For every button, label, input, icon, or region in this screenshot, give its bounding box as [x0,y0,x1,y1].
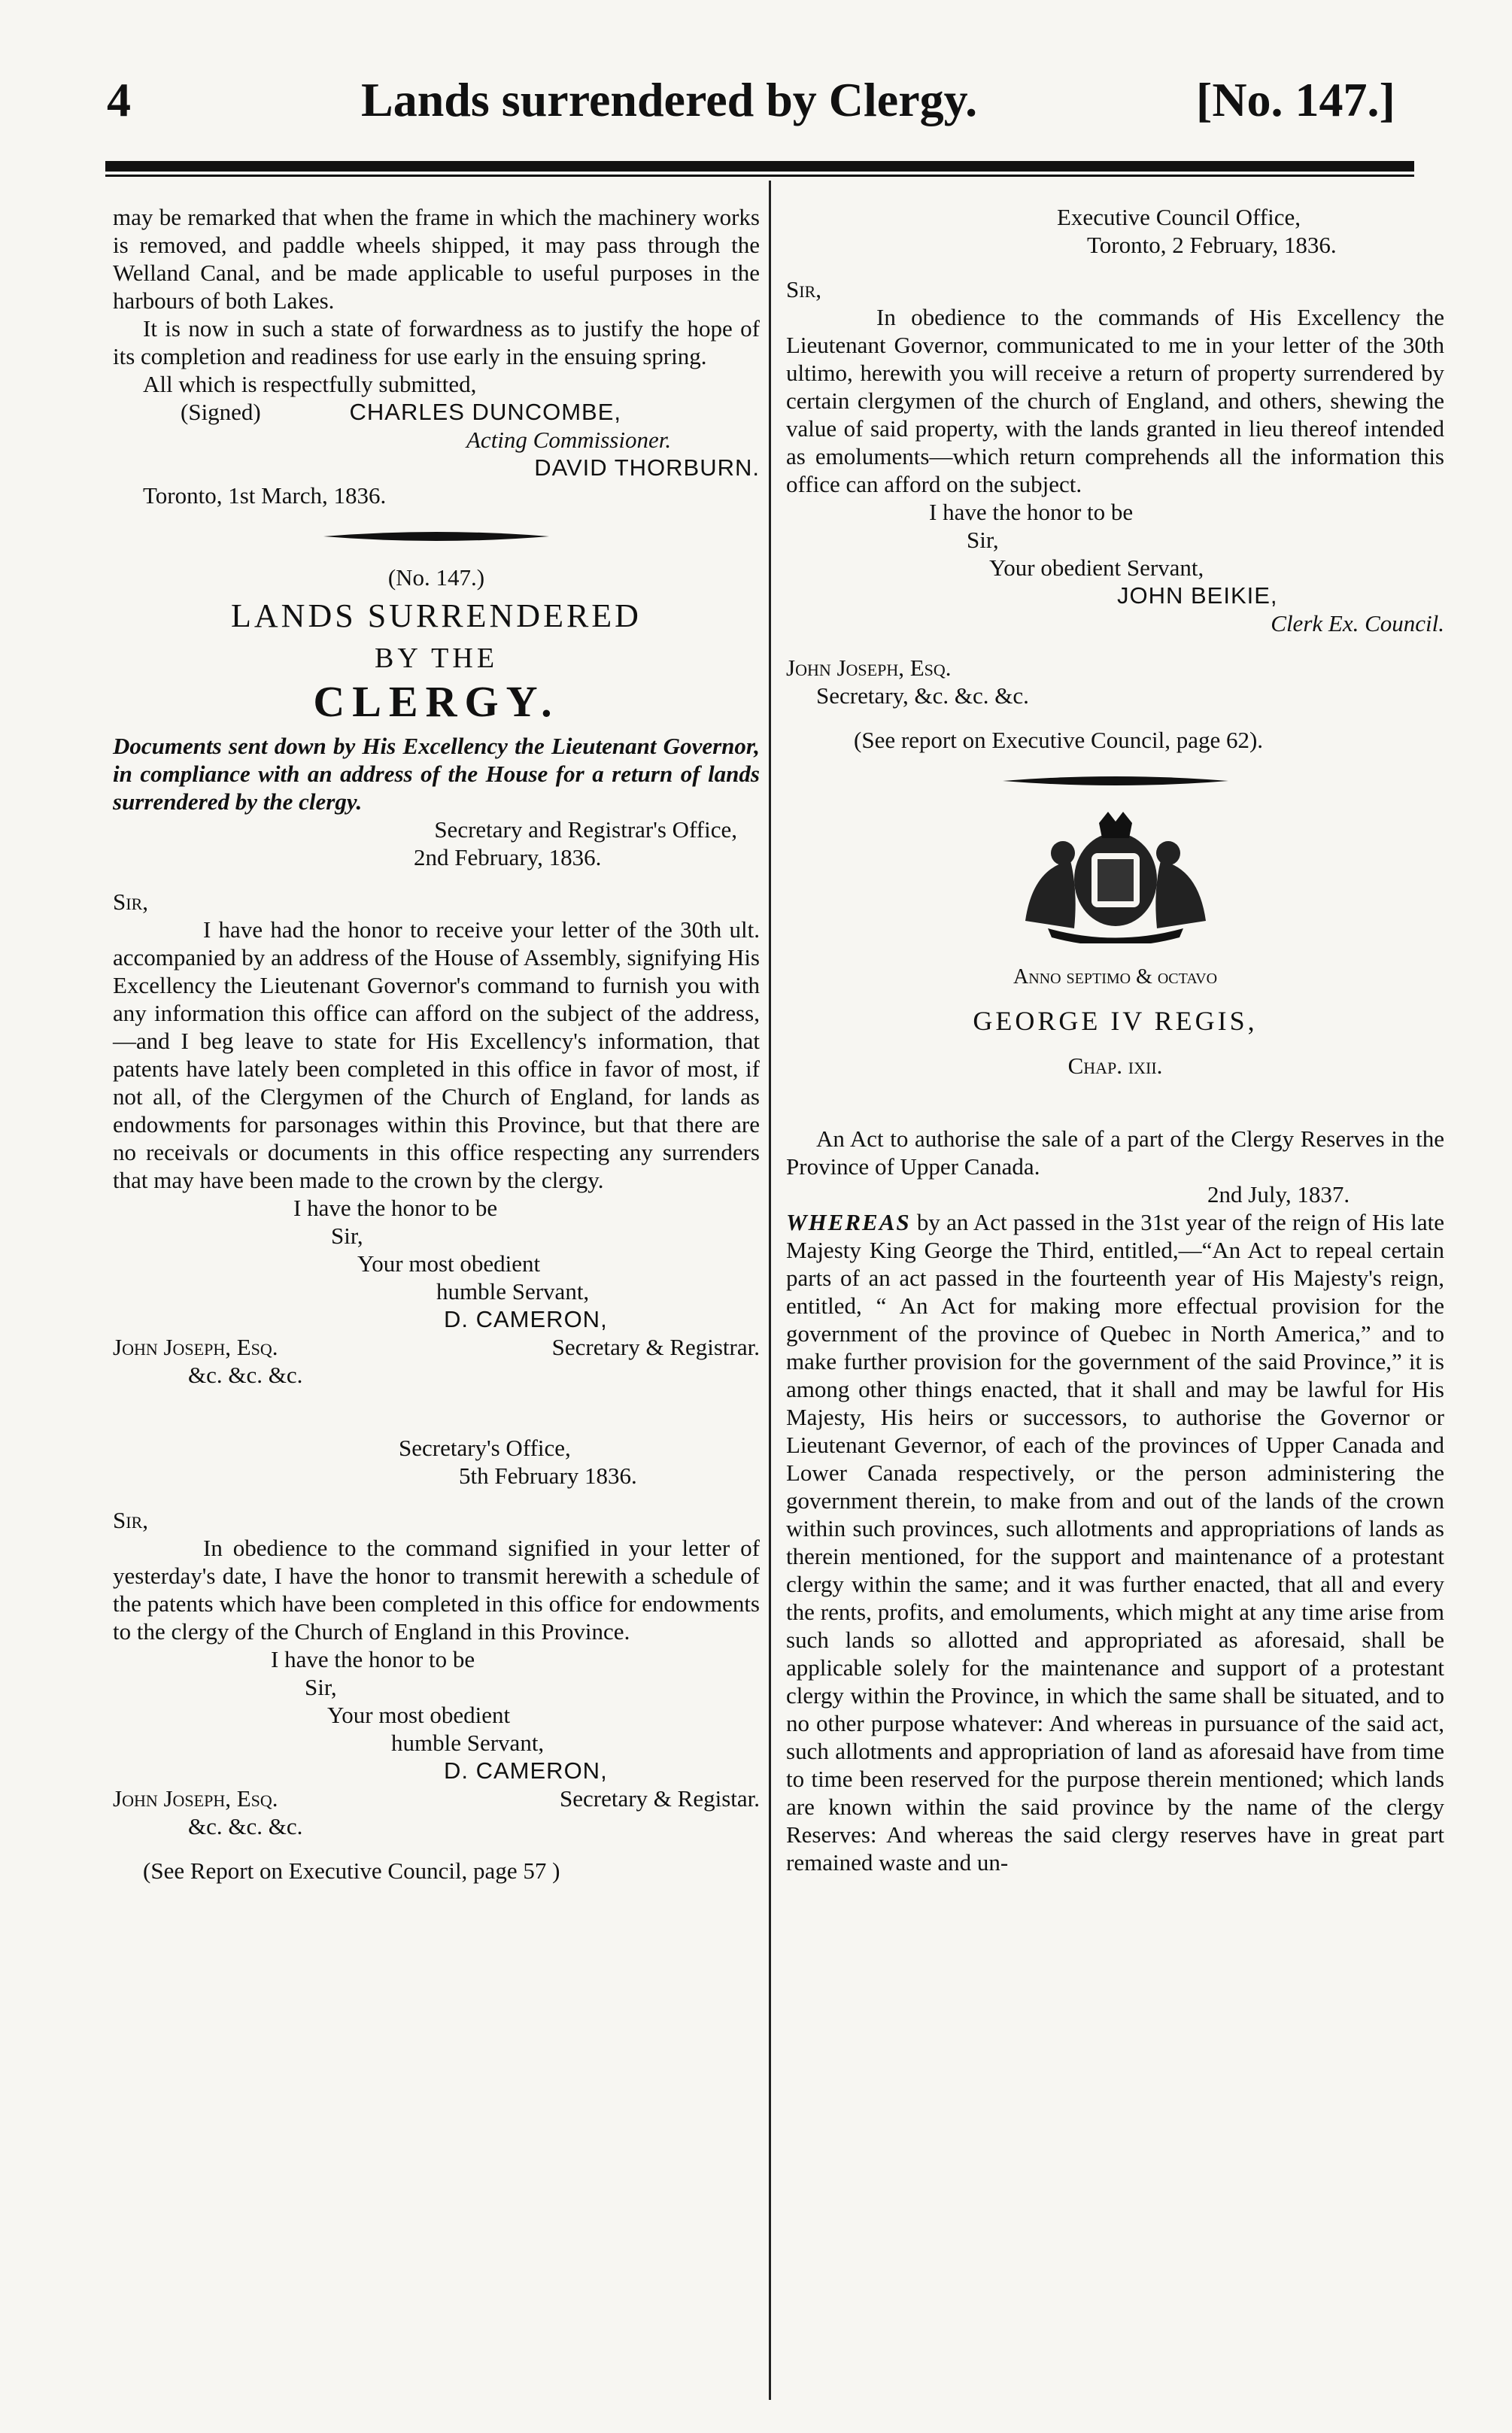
king-line: GEORGE IV REGIS, [973,1006,1258,1036]
office-line: Executive Council Office, [1057,204,1301,230]
act-text: by an Act passed in the 31st year of the reign of His late Majesty King George the Third, entitled,—“An Act to repeal certain parts of an act passed in the fourteenth year of His Majesty's reign, entitled, “ An Act for making more effectual provision for the government of the province of Quebec in North America,” and to make further provision for the government of the said Province,” it is among other things enacted, that it shall and may be lawful for His Majesty, His heirs or successors, to authorise the Governor or Lieutenant Gevernor, of each of the provinces of Upper Canada and Lower Canada respectively, or the person administering the government therein, to make from and out of the lands of the crown within such provinces, such allotments and appropriations of lands as therein mentioned, for the support and maintenance of a protestant clergy within the same; and it was further enacted, that all and every the rents, profits, and emoluments, which might at any time arise from such lands so allotted and appropriated as aforesaid, shall be applicable solely for the maintenance and support of a protestant clergy within the Province, in which the same shall be situated, and to no other purpose whatever: And whereas in pursuance of the said act, such allotments and appropriation of land as aforesaid have from time to time been reserved for the purpose therein mentioned; which lands are known within the said province by the name of the clergy Reserves: And whereas the said clergy reserves have in great part remained waste and un- [786,1209,1445,1876]
heading-lands-surrendered: LANDS SURRENDERED [231,597,642,634]
royal-coat-of-arms-icon [1003,808,1228,943]
salutation: Sir, [113,1507,148,1533]
page-number: 4 [107,73,131,126]
signature-line [113,398,760,426]
signatory-thorburn: DAVID THORBURN. [534,454,760,481]
signatory-cameron: D. CAMERON, [444,1306,608,1332]
letter-body: In obedience to the commands of His Excellency the Lieutenant Governor, communicated to me in your letter of the 30th ultimo, herewith you will receive a return of property surrendered by certain clergymen of the church of England, and others, shewing the value of said property, with the lands granted in lieu thereof intended as emoluments—which return comprehends all the information this office can afford on the subject. [786,304,1444,497]
see-reference: (See Report on Executive Council, page 57 ) [143,1857,560,1884]
letter-date: Toronto, 2 February, 1836. [1087,232,1337,258]
signatory-duncombe: CHARLES DUNCOMBE, [349,399,622,425]
closing-sir: Sir, [967,527,999,553]
salutation: Sir, [786,276,821,302]
divider-ornament [1003,773,1228,788]
address-block [113,1333,760,1361]
act-title: An Act to authorise the sale of a part of the Clergy Reserves in the Province of Upper Canada. [786,1125,1444,1180]
act-date: 2nd July, 1837. [1207,1181,1350,1207]
addressee: John Joseph, Esq. [113,1785,278,1812]
signatory-title: Clerk Ex. Council. [1271,610,1444,636]
salutation: Sir, [113,888,148,915]
chapter-line: Chap. ixii. [1067,1052,1163,1079]
submission-line: All which is respectfully submitted, [143,371,477,397]
header-rule-thin [105,175,1414,177]
closing-line: I have the honor to be [293,1195,498,1221]
signatory-beikie: JOHN BEIKIE, [1117,582,1278,609]
act-body [786,1208,1444,1876]
right-column [786,203,1444,1876]
signatory-cameron: D. CAMERON, [444,1757,608,1784]
signatory-title: Acting Commissioner. [466,427,672,453]
closing-line: I have the honor to be [929,499,1134,525]
running-title: Lands surrendered by Clergy. [361,73,978,126]
report-paragraph: It is now in such a state of forwardness as to justify the hope of its completion and readiness for use early in the ensuing spring. [113,315,760,369]
closing-obedient: Your most obedient [327,1702,511,1728]
signatory-title: Secretary & Registrar. [551,1334,760,1360]
heading-by-the: BY THE [374,642,499,674]
office-line: Secretary and Registrar's Office, [434,816,737,843]
office-line: Secretary's Office, [399,1435,571,1461]
closing-servant: humble Servant, [391,1730,545,1756]
addressee-title: Secretary, &c. &c. &c. [816,682,1029,709]
letter-date: 2nd February, 1836. [414,844,602,870]
signed-label: (Signed) [181,399,261,425]
closing-sir: Sir, [305,1674,337,1700]
document-number: [No. 147.] [1196,73,1395,126]
address-block [113,1785,760,1812]
closing-sir: Sir, [331,1223,363,1249]
etc-line: &c. &c. &c. [188,1362,303,1388]
header-rule [105,161,1414,172]
intro-note: Documents sent down by His Excellency the Lieutenant Governor, in compliance with an address of the House for a return of lands surrendered by the clergy. [113,733,760,815]
closing-line: I have the honor to be [271,1646,475,1672]
document-no: (No. 147.) [387,564,485,591]
heading-clergy: CLERGY. [313,677,560,726]
letter-date: 5th February 1836. [459,1463,637,1489]
anno-line: Anno septimo & octavo [1013,965,1218,989]
closing-servant: humble Servant, [436,1278,590,1305]
see-reference: (See report on Executive Council, page 62). [854,727,1264,753]
signatory-title: Secretary & Registar. [560,1785,760,1812]
letter-body: I have had the honor to receive your letter of the 30th ult. accompanied by an address of the House of Assembly, signifying His Excellency the Lieutenant Governor's command to furnish you with any information this office can afford on the subject of the address,—and I beg leave to state for His Excellency's information, that patents have lately been completed in this office in favor of most, if not all, of the Clergymen of the Church of England, for lands as endowments for parsonages within this Province, but that there are no receivals or documents in this office respecting any surrenders that may have been made to the crown by the clergy. [113,916,760,1193]
place-date: Toronto, 1st March, 1836. [143,482,387,509]
closing-obedient: Your obedient Servant, [989,554,1204,581]
etc-line: &c. &c. &c. [188,1813,303,1839]
report-continuation: may be remarked that when the frame in which the machinery works is removed, and paddle wheels shipped, it may pass through the Welland Canal, and be made applicable to useful purposes in the harbours of both Lakes. [113,204,760,314]
closing-obedient: Your most obedient [357,1250,541,1277]
addressee: John Joseph, Esq. [113,1334,278,1360]
column-divider [769,181,771,2400]
divider-ornament [323,529,549,544]
left-column [113,203,760,1885]
addressee: John Joseph, Esq. [786,655,952,681]
whereas-word: WHEREAS [786,1209,911,1235]
letter-body: In obedience to the command signified in your letter of yesterday's date, I have the honor to transmit herewith a schedule of the patents which have been completed in this office for endowments to the clergy of the Church of England in this Province. [113,1535,760,1645]
